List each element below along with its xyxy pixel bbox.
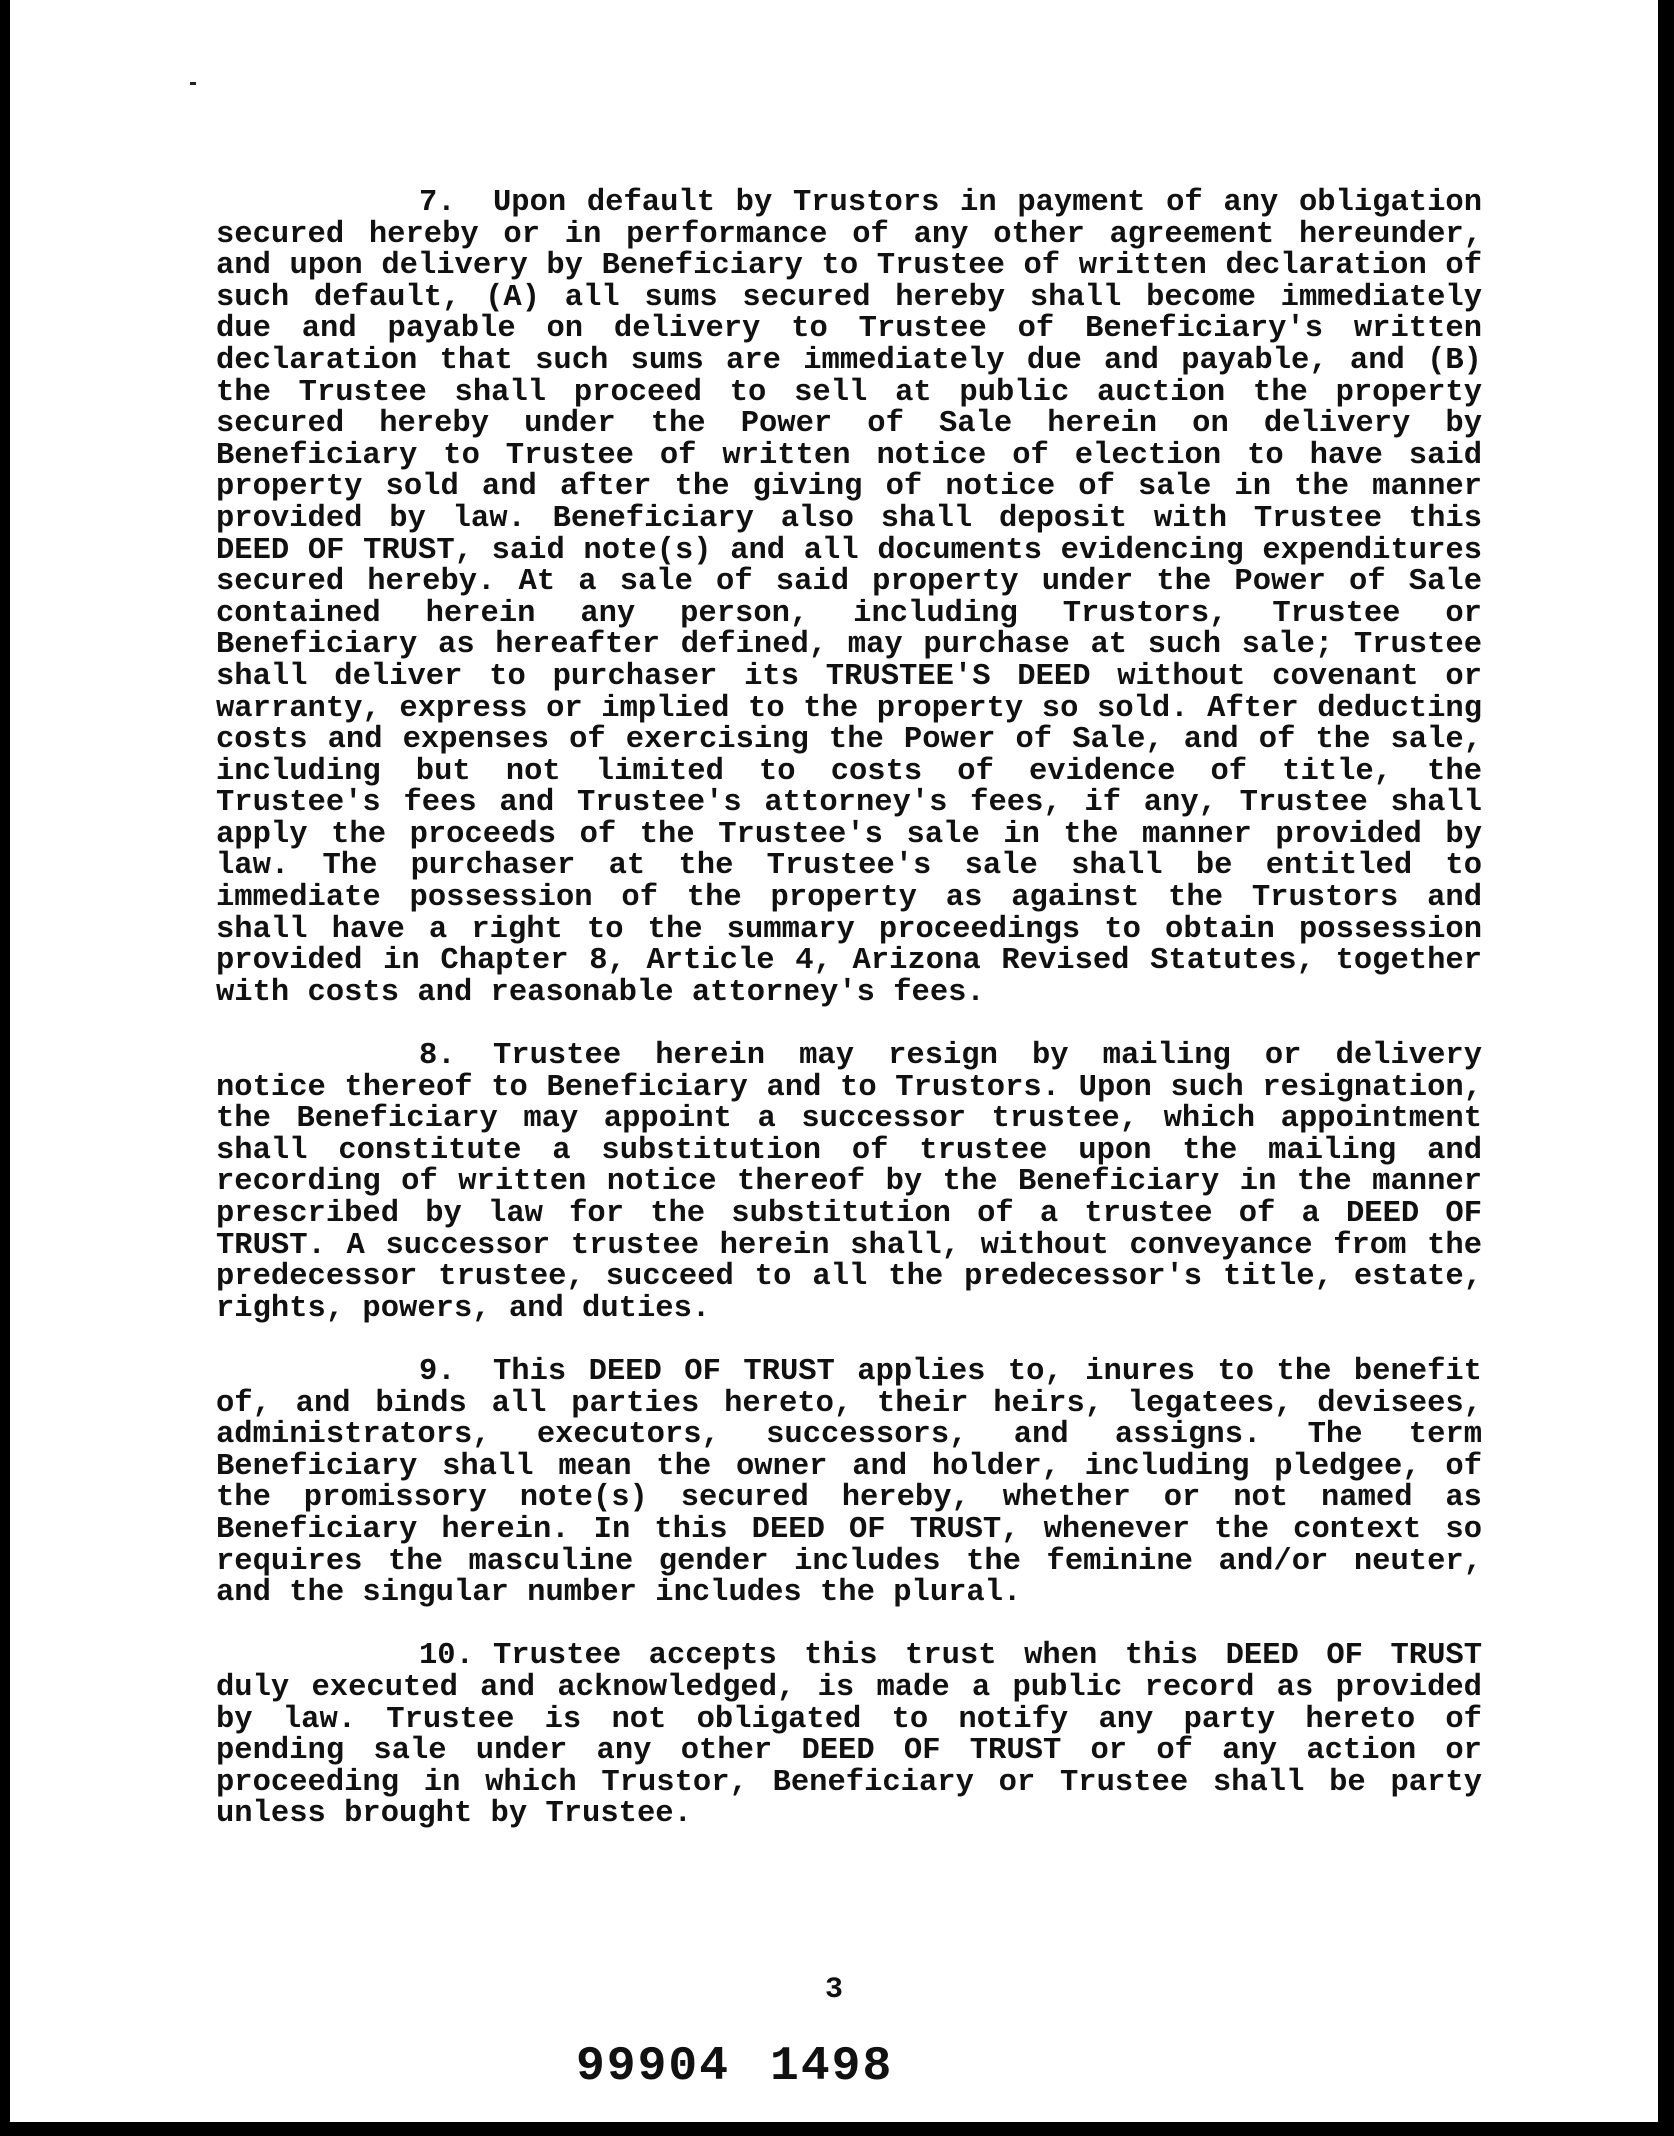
- paragraph-number: 7.: [419, 186, 456, 220]
- paragraph-8: [216, 1041, 1482, 1325]
- paragraph-number: 8.: [419, 1039, 456, 1074]
- recording-page-number: 1498: [770, 2040, 894, 2094]
- paragraph-text: Upon default by Trustors in payment of any obligation secured hereby or in performance of any other agreement hereunder, and upon delivery by Beneficiary to Trustee of written declaration of such default, (A) all sums secured hereby shall become immediately due and payable on delivery to Trustee of Beneficiary's written declaration that such sums are immediately due and payable, and (B) the Trustee shall proceed to sell at public auction the property secured hereby under the Power of Sale herein on delivery by Beneficiary to Trustee of written notice of election to have said property sold and after the giving of notice of sale in the manner provided by law. Beneficiary also shall deposit with Trustee this DEED OF TRUST, said note(s) and all documents evidencing expenditures secured hereby. At a sale of said property under the Power of Sale contained herein any person, including Trustors, Trustee or Beneficiary as hereafter defined, may purchase at such sale; Trustee shall deliver to purchaser its TRUSTEE'S DEED without covenant or warranty, express or implied to the property so sold. After deducting costs and expenses of exercising the Power of Sale, and of the sale, including but not limited to costs of evidence of title, the Trustee's fees and Trustee's attorney's fees, if any, Trustee shall apply the proceeds of the Trustee's sale in the manner provided by law. The purchaser at the Trustee's sale shall be entitled to immediate possession of the property as against the Trustors and shall have a right to the summary proceedings to obtain possession provided in Chapter 8, Article 4, Arizona Revised Statutes, together with costs and reasonable attorney's fees.: [216, 186, 1482, 1010]
- docket-number: 99904: [576, 2040, 731, 2094]
- paragraph-10: [216, 1641, 1482, 1831]
- recording-stamp: [576, 2040, 893, 2094]
- paragraph-number: 9.: [419, 1354, 456, 1389]
- paragraph-7: [216, 188, 1482, 1009]
- paragraph-text: Trustee herein may resign by mailing or delivery notice thereof to Beneficiary and to Trustors. Upon such resignation, the Beneficiary may appoint a successor trustee, which appointment shall constitute a substitution of trustee upon the mailing and recording of written notice thereof by the Beneficiary in the manner prescribed by law for the substitution of a trustee of a DEED OF TRUST. A successor trustee herein shall, without conveyance from the predecessor trustee, succeed to all the predecessor's title, estate, rights, powers, and duties.: [216, 1039, 1482, 1326]
- paragraph-text: This DEED OF TRUST applies to, inures to the benefit of, and binds all parties hereto, their heirs, legatees, devisees, administrators, executors, successors, and assigns. The term Beneficiary shall mean the owner and holder, including pledgee, of the promissory note(s) secured hereby, whether or not named as Beneficiary herein. In this DEED OF TRUST, whenever the context so requires the masculine gender includes the feminine and/or neuter, and the singular number includes the plural.: [216, 1354, 1482, 1611]
- page-number: 3: [824, 1973, 843, 2007]
- document-page: [10, 0, 1658, 2122]
- paragraph-9: [216, 1354, 1482, 1611]
- paragraph-text: Trustee accepts this trust when this DEED OF TRUST duly executed and acknowledged, is made a public record as provided by law. Trustee is not obligated to notify any party hereto of pending sale under any other DEED OF TRUST or of any action or proceeding in which Trustor, Beneficiary or Trustee shall be party unless brought by Trustee.: [216, 1639, 1482, 1832]
- paragraph-number: 10.: [419, 1639, 474, 1674]
- document-body: [216, 188, 1482, 1862]
- scan-speck: [190, 82, 196, 85]
